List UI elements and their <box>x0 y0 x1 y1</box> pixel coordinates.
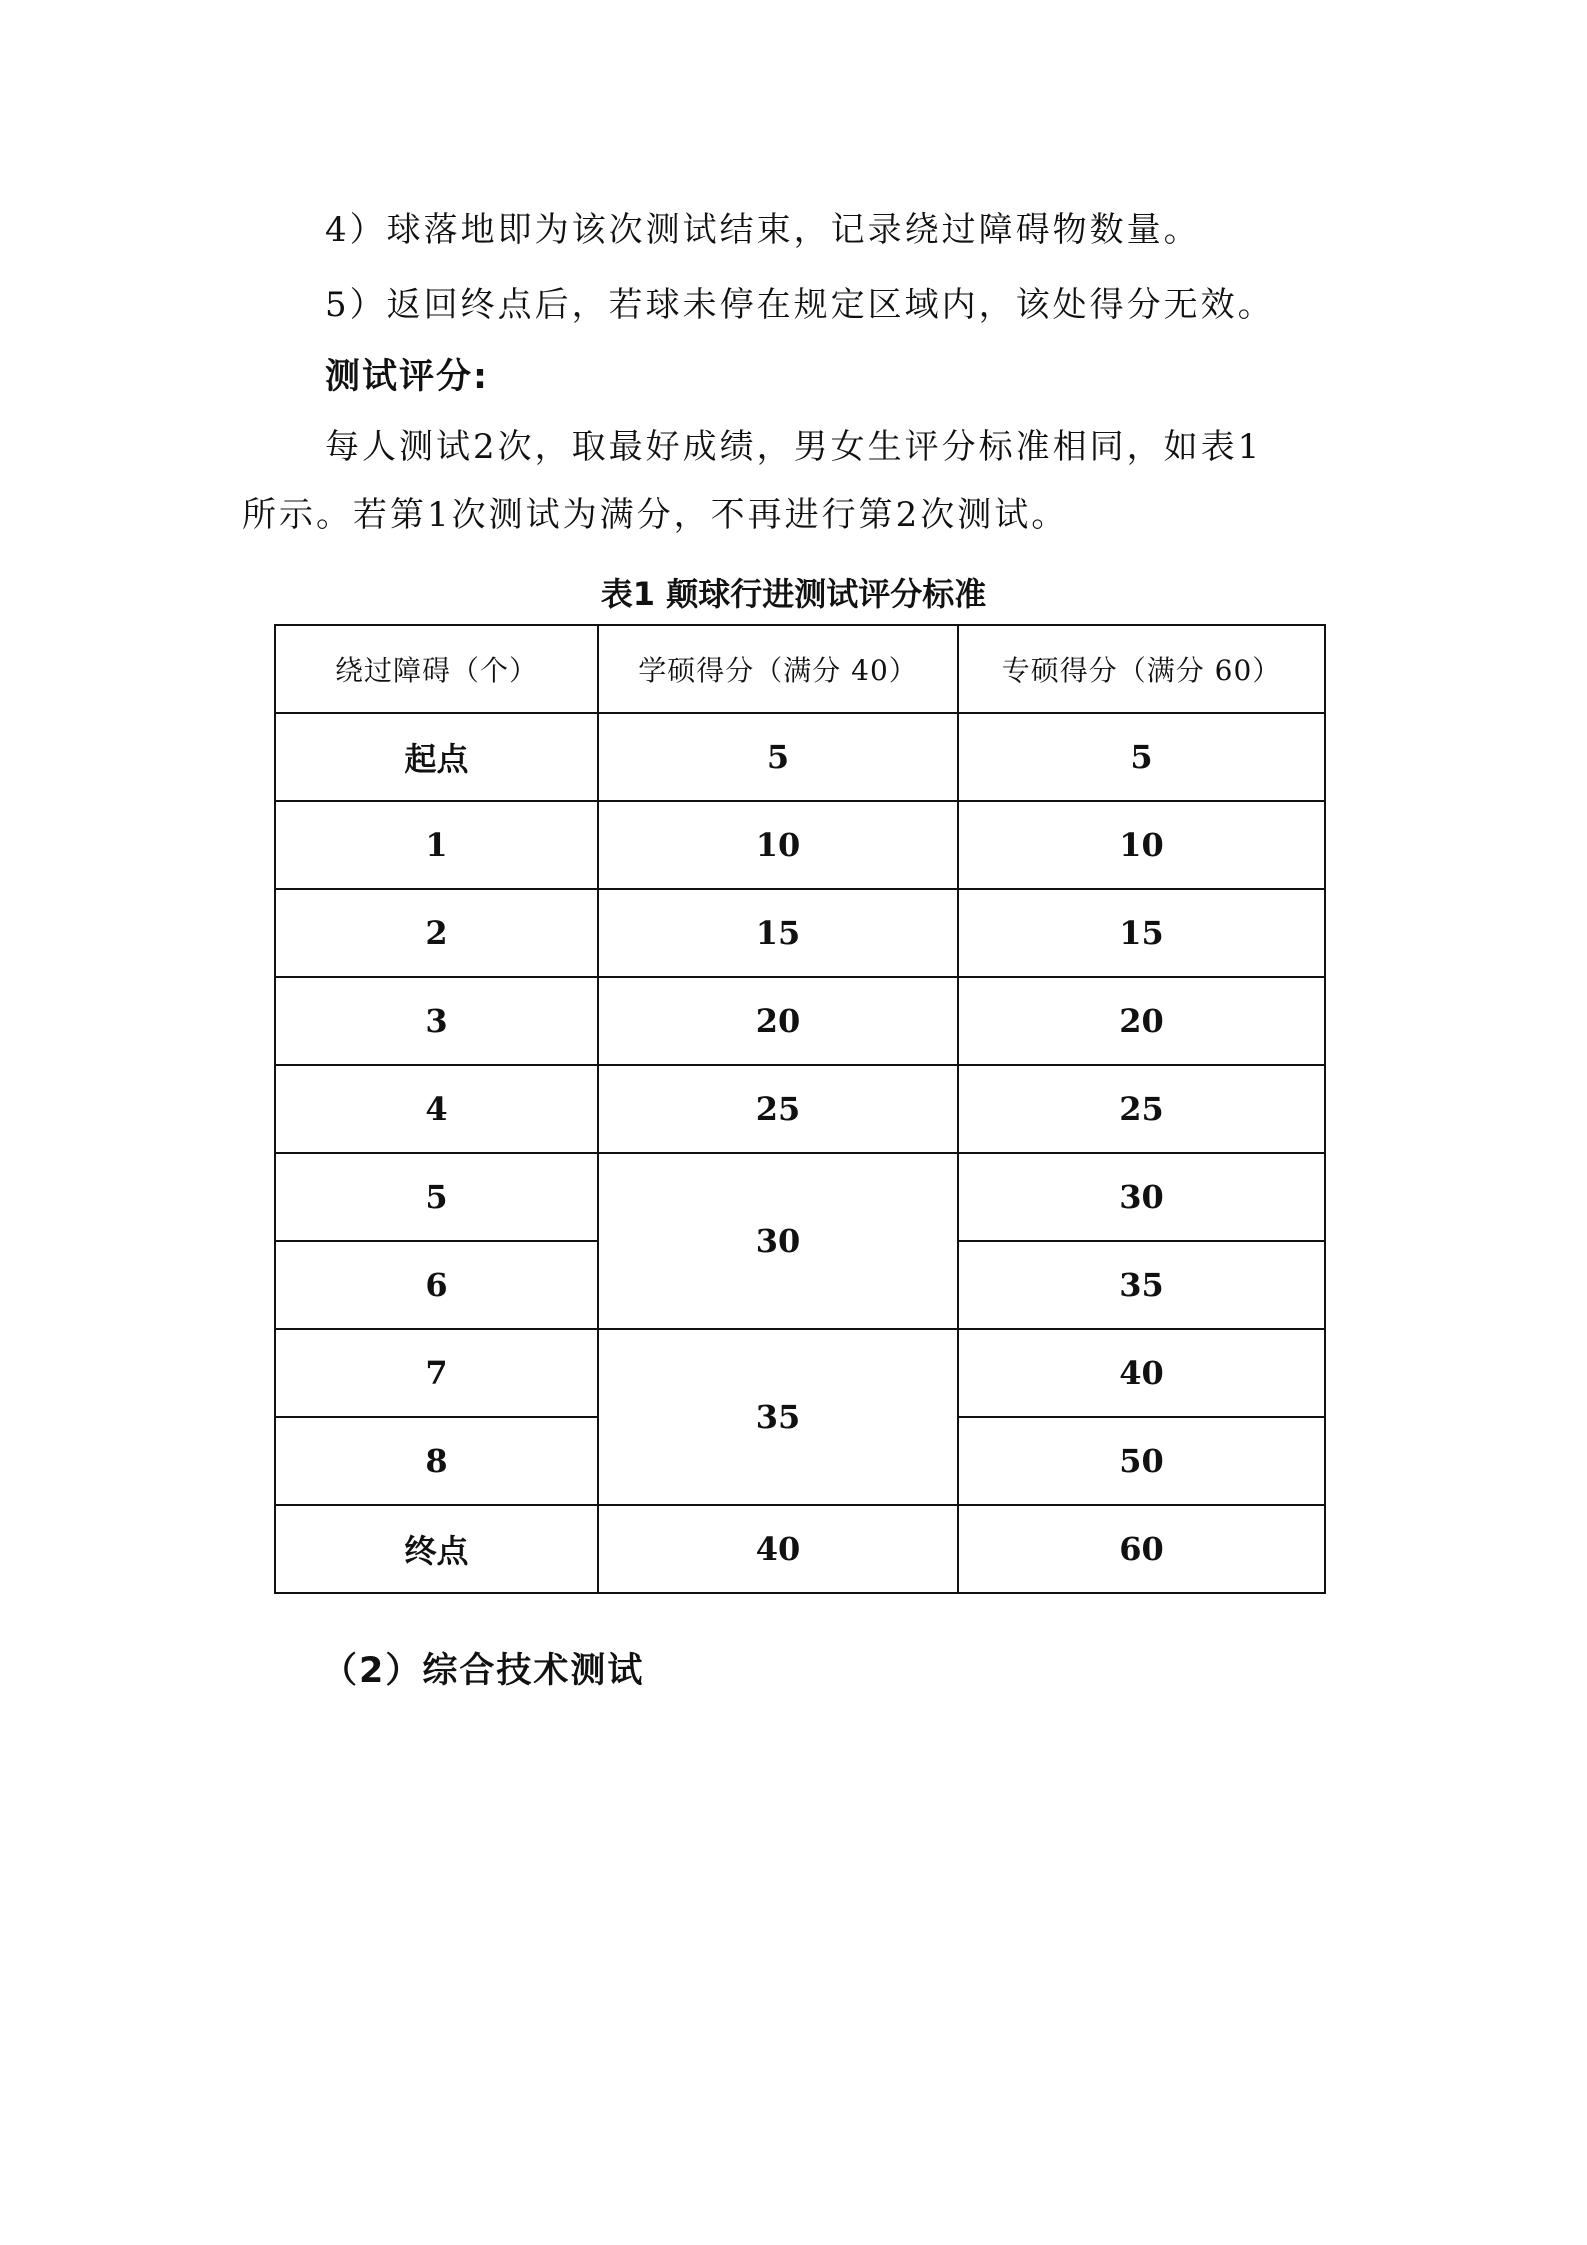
cell-obstacles: 3 <box>275 977 598 1065</box>
cell-academic: 10 <box>598 801 958 889</box>
scoring-table <box>274 624 1326 1594</box>
cell-academic: 20 <box>598 977 958 1065</box>
cell-professional: 20 <box>958 977 1325 1065</box>
section-title: （2）综合技术测试 <box>322 1651 645 1691</box>
table-row <box>275 1329 1325 1417</box>
header-obstacles: 绕过障碍（个） <box>275 625 598 713</box>
cell-academic-merged: 35 <box>598 1329 958 1505</box>
cell-professional: 35 <box>958 1241 1325 1329</box>
cell-professional: 60 <box>958 1505 1325 1593</box>
cell-academic: 5 <box>598 713 958 801</box>
table-row <box>275 1505 1325 1593</box>
paragraph-rule-4: 4）球落地即为该次测试结束，记录绕过障碍物数量。 <box>325 210 1201 250</box>
cell-obstacles: 6 <box>275 1241 598 1329</box>
cell-professional: 30 <box>958 1153 1325 1241</box>
table-row <box>275 1065 1325 1153</box>
scoring-heading: 测试评分: <box>325 357 489 397</box>
table-row <box>275 801 1325 889</box>
table-header-row <box>275 625 1325 713</box>
table-caption: 表1 颠球行进测试评分标准 <box>600 575 987 613</box>
cell-obstacles: 起点 <box>275 713 598 801</box>
paragraph-scoring-line-1: 每人测试2次，取最好成绩，男女生评分标准相同，如表1 <box>325 427 1263 467</box>
cell-academic: 15 <box>598 889 958 977</box>
cell-obstacles: 7 <box>275 1329 598 1417</box>
cell-obstacles: 终点 <box>275 1505 598 1593</box>
header-academic-score: 学硕得分（满分 40） <box>598 625 958 713</box>
table-row <box>275 977 1325 1065</box>
table-row <box>275 1153 1325 1241</box>
cell-professional: 25 <box>958 1065 1325 1153</box>
cell-obstacles: 2 <box>275 889 598 977</box>
cell-obstacles: 1 <box>275 801 598 889</box>
paragraph-rule-5: 5）返回终点后，若球未停在规定区域内，该处得分无效。 <box>325 285 1275 325</box>
cell-professional: 50 <box>958 1417 1325 1505</box>
cell-professional: 40 <box>958 1329 1325 1417</box>
cell-obstacles: 8 <box>275 1417 598 1505</box>
header-professional-score: 专硕得分（满分 60） <box>958 625 1325 713</box>
cell-obstacles: 5 <box>275 1153 598 1241</box>
cell-academic-merged: 30 <box>598 1153 958 1329</box>
table-row <box>275 889 1325 977</box>
table-row <box>275 713 1325 801</box>
cell-academic: 25 <box>598 1065 958 1153</box>
cell-professional: 10 <box>958 801 1325 889</box>
cell-obstacles: 4 <box>275 1065 598 1153</box>
cell-academic: 40 <box>598 1505 958 1593</box>
paragraph-scoring-line-2: 所示。若第1次测试为满分，不再进行第2次测试。 <box>242 495 1069 535</box>
cell-professional: 15 <box>958 889 1325 977</box>
cell-professional: 5 <box>958 713 1325 801</box>
